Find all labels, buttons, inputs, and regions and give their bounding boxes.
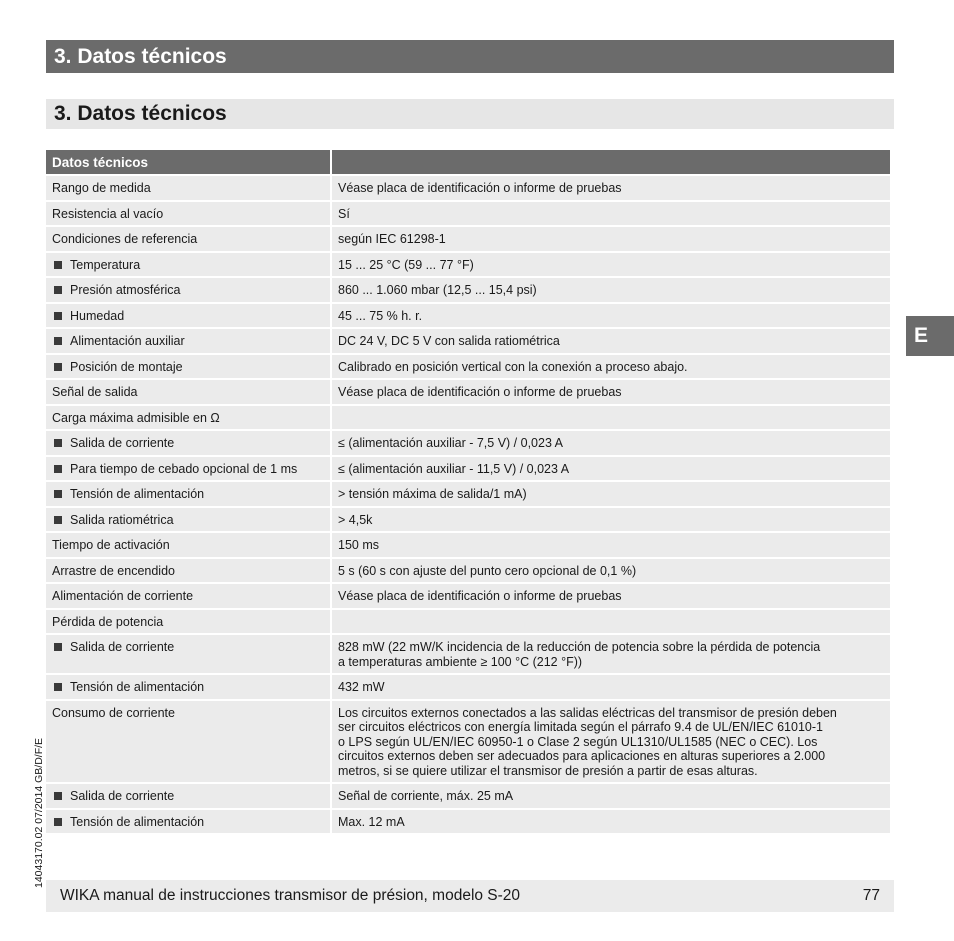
row-label-cell [46,202,330,226]
table-row [46,533,890,557]
row-label: Presión atmosférica [70,283,181,297]
row-label-cell [46,380,330,404]
row-value: 828 mW (22 mW/K incidencia de la reducción de potencia sobre la pérdida de potencia a temperaturas ambiente ≥ 100 °C (212 °F)) [332,635,890,673]
row-label-cell [46,355,330,379]
row-label-cell [46,278,330,302]
square-bullet-icon [54,363,62,371]
row-label: Pérdida de potencia [52,614,164,629]
row-value: Véase placa de identificación o informe de pruebas [332,176,890,200]
row-label: Alimentación auxiliar [70,334,185,348]
row-label: Salida ratiométrica [70,512,174,527]
table-row [46,482,890,506]
table-row [46,304,890,328]
row-label-cell [46,482,330,506]
square-bullet-icon [54,516,62,524]
language-tab: E [906,316,954,356]
row-value: Señal de corriente, máx. 25 mA [332,784,890,808]
row-value: 432 mW [332,675,890,699]
row-label-cell [46,675,330,699]
row-label-cell [46,784,330,808]
row-label-cell [46,457,330,481]
row-label: Consumo de corriente [52,705,175,720]
square-bullet-icon [54,792,62,800]
row-value: según IEC 61298-1 [332,227,890,251]
table-row [46,329,890,353]
section-heading: 3. Datos técnicos [46,99,894,129]
table-row [46,559,890,583]
row-label-cell [46,533,330,557]
row-label: Salida de corriente [70,789,175,803]
row-label: Tensión de alimentación [70,814,205,829]
row-value: 5 s (60 s con ajuste del punto cero opcional de 0,1 %) [332,559,890,583]
row-label-cell [46,176,330,200]
row-value: Max. 12 mA [332,810,890,834]
row-value: 45 ... 75 % h. r. [332,304,890,328]
row-label-cell [46,584,330,608]
square-bullet-icon [54,683,62,691]
row-label: Salida de corriente [70,640,175,654]
row-value: > 4,5k [332,508,890,532]
row-label-cell [46,508,330,532]
row-label-cell [46,253,330,277]
row-label: Señal de salida [52,385,138,399]
row-value: Los circuitos externos conectados a las salidas eléctricas del transmisor de presión deben ser circuitos eléctricos con energía limitada según el párrafo 9.4 de UL/EN/IEC 61010-1 o LPS según UL/EN/IEC 60950-1 o Clase 2 según UL1310/UL1585 (NEC o CEC). Los circuitos externos deben ser adecuados para aplicaciones en alturas superiores a 2.000 metros, si se quiere utilizar el transmisor de presión a partir de esas alturas. [332,701,890,783]
row-value: ≤ (alimentación auxiliar - 7,5 V) / 0,023 A [332,431,890,455]
row-value: DC 24 V, DC 5 V con salida ratiométrica [332,329,890,353]
row-label: Tensión de alimentación [70,487,205,501]
row-value [332,406,890,430]
page-number: 77 [862,887,880,904]
table-row [46,278,890,302]
row-label-cell [46,701,330,783]
table-row [46,380,890,404]
square-bullet-icon [54,312,62,320]
table-header-value [332,150,890,174]
page-footer [46,880,894,912]
table-row [46,457,890,481]
row-label-cell [46,610,330,634]
row-label: Posición de montaje [70,359,183,374]
row-value: 860 ... 1.060 mbar (12,5 ... 15,4 psi) [332,278,890,302]
row-label-cell [46,406,330,430]
table-row [46,253,890,277]
square-bullet-icon [54,439,62,447]
row-label: Resistencia al vacío [52,206,164,221]
row-label: Humedad [70,308,125,323]
table-row [46,202,890,226]
table-row [46,635,890,673]
square-bullet-icon [54,286,62,294]
row-label-cell [46,227,330,251]
row-value: Véase placa de identificación o informe de pruebas [332,584,890,608]
row-value: > tensión máxima de salida/1 mA) [332,482,890,506]
row-value: 150 ms [332,533,890,557]
row-label-cell [46,559,330,583]
table-row [46,610,890,634]
footer-text: WIKA manual de instrucciones transmisor de présion, modelo S-20 [60,887,521,904]
row-label: Rango de medida [52,181,151,195]
table-row [46,508,890,532]
row-label-cell [46,810,330,834]
row-label: Tiempo de activación [52,538,170,552]
square-bullet-icon [54,490,62,498]
row-label-cell [46,304,330,328]
row-value: Sí [332,202,890,226]
table-row [46,227,890,251]
row-value: Calibrado en posición vertical con la conexión a proceso abajo. [332,355,890,379]
square-bullet-icon [54,643,62,651]
row-value: Véase placa de identificación o informe de pruebas [332,380,890,404]
row-label: Para tiempo de cebado opcional de 1 ms [70,461,298,476]
square-bullet-icon [54,261,62,269]
table-row [46,675,890,699]
table-header-row [46,150,890,174]
row-label: Condiciones de referencia [52,232,198,246]
row-value: ≤ (alimentación auxiliar - 11,5 V) / 0,023 A [332,457,890,481]
document-code: 14043170.02 07/2014 GB/D/F/E [33,737,45,888]
row-label: Salida de corriente [70,436,175,450]
row-label: Arrastre de encendido [52,563,175,578]
row-label-cell [46,431,330,455]
table-row [46,810,890,834]
table-row [46,701,890,783]
table-header-label: Datos técnicos [46,150,330,174]
row-label: Tensión de alimentación [70,680,205,694]
square-bullet-icon [54,818,62,826]
row-label: Temperatura [70,257,141,272]
table-row [46,584,890,608]
square-bullet-icon [54,465,62,473]
table-row [46,784,890,808]
section-title-bar: 3. Datos técnicos [46,40,894,73]
row-value [332,610,890,634]
table-row [46,431,890,455]
table-row [46,406,890,430]
row-label-cell [46,329,330,353]
row-label: Alimentación de corriente [52,589,194,603]
row-value: 15 ... 25 °C (59 ... 77 °F) [332,253,890,277]
spec-table [44,148,892,835]
table-row [46,355,890,379]
row-label: Carga máxima admisible en Ω [52,410,220,425]
row-label-cell [46,635,330,673]
square-bullet-icon [54,337,62,345]
table-body [46,176,890,833]
table-row [46,176,890,200]
